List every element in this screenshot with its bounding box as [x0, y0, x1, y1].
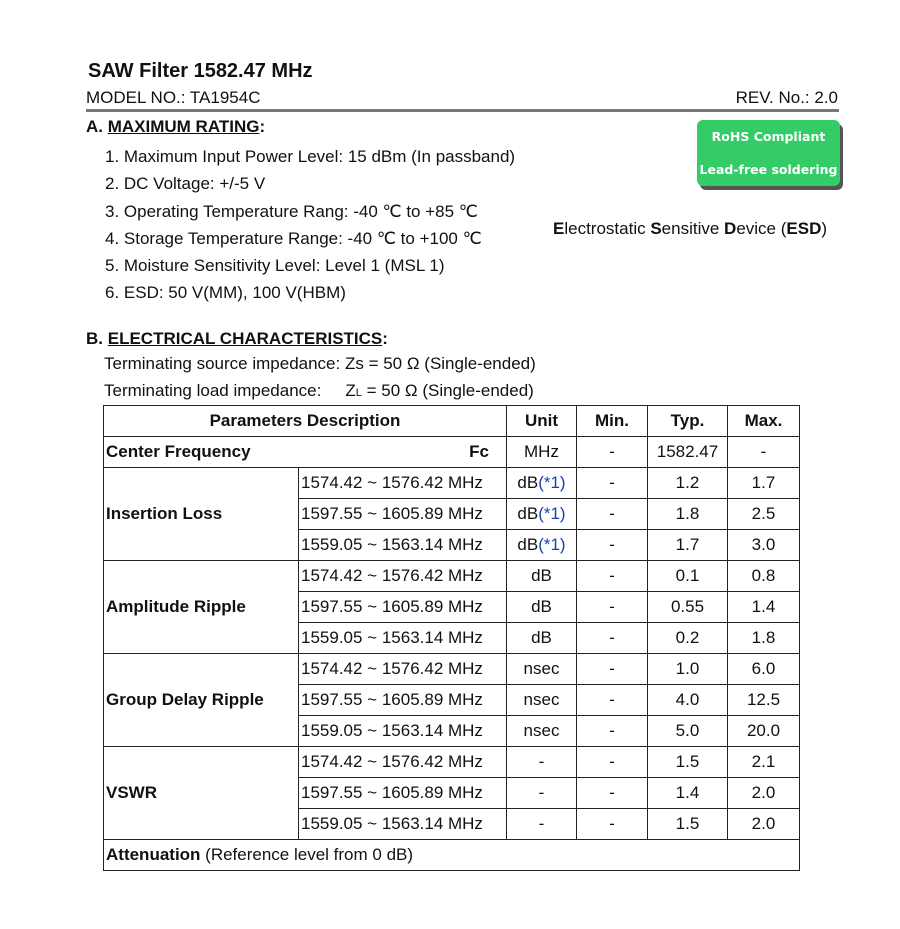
unit-cell — [507, 592, 577, 623]
frequency-range-cell: 1574.42 ~ 1576.42 MHz — [299, 747, 507, 778]
rating-item: 1. Maximum Input Power Level: 15 dBm (In passband) — [105, 147, 516, 166]
footnote-reference: (*1) — [538, 473, 566, 492]
unit-cell — [507, 747, 577, 778]
rating-item: 6. ESD: 50 V(MM), 100 V(HBM) — [105, 283, 346, 303]
table-cell: - — [577, 437, 648, 468]
max-cell: 2.5 — [728, 499, 800, 530]
rohs-badge-line2: Lead-free soldering — [699, 162, 838, 177]
table-cell: 1582.47 — [648, 437, 728, 468]
table-row — [104, 654, 800, 685]
max-cell: 1.7 — [728, 468, 800, 499]
min-cell: - — [577, 592, 648, 623]
footnote-reference: (*1) — [538, 504, 566, 523]
frequency-range-cell: 1597.55 ~ 1605.89 MHz — [299, 778, 507, 809]
frequency-range-cell: 1574.42 ~ 1576.42 MHz — [299, 561, 507, 592]
min-cell: - — [577, 685, 648, 716]
section-b-prefix: B. — [86, 329, 103, 348]
rating-item: 3. Operating Temperature Rang: -40 ℃ to +85 ℃ — [105, 201, 478, 221]
typ-cell: 0.55 — [648, 592, 728, 623]
typ-cell: 1.2 — [648, 468, 728, 499]
unit-cell — [507, 499, 577, 530]
unit-cell — [507, 468, 577, 499]
unit-value: dB — [531, 628, 552, 647]
table-row — [104, 561, 800, 592]
center-frequency-label: Center Frequency — [106, 442, 251, 461]
typ-cell: 0.2 — [648, 623, 728, 654]
esd-letter-e: E — [553, 219, 565, 238]
typ-cell: 1.4 — [648, 778, 728, 809]
unit-cell — [507, 654, 577, 685]
min-cell: - — [577, 623, 648, 654]
group-name-cell: Amplitude Ripple — [104, 561, 299, 654]
revision-number: REV. No.: 2.0 — [735, 88, 838, 107]
load-impedance-value: = 50 Ω (Single-ended) — [361, 381, 534, 400]
rohs-badge — [697, 120, 840, 186]
max-cell: 6.0 — [728, 654, 800, 685]
table-row — [104, 747, 800, 778]
max-cell: 2.0 — [728, 809, 800, 840]
attenuation-cell — [104, 840, 800, 871]
esd-word-2: ensitive — [661, 219, 725, 238]
max-cell: 20.0 — [728, 716, 800, 747]
group-name-cell: Group Delay Ripple — [104, 654, 299, 747]
frequency-range-cell: 1597.55 ~ 1605.89 MHz — [299, 499, 507, 530]
frequency-range-cell: 1559.05 ~ 1563.14 MHz — [299, 716, 507, 747]
min-cell: - — [577, 747, 648, 778]
unit-value: - — [538, 814, 545, 833]
load-impedance — [104, 381, 534, 401]
col-header-min: Min. — [577, 406, 648, 437]
max-cell: 1.4 — [728, 592, 800, 623]
maximum-rating-list — [105, 143, 515, 307]
typ-cell: 1.8 — [648, 499, 728, 530]
typ-cell: 0.1 — [648, 561, 728, 592]
unit-value: dB — [517, 504, 539, 523]
esd-abbr: ESD — [786, 219, 822, 238]
esd-letter-d: D — [724, 219, 737, 238]
typ-cell: 5.0 — [648, 716, 728, 747]
min-cell: - — [577, 468, 648, 499]
section-a-heading — [86, 117, 265, 137]
esd-letter-s: S — [650, 219, 662, 238]
section-b-heading — [86, 329, 388, 349]
unit-value: nsec — [523, 690, 560, 709]
header-divider — [86, 109, 839, 112]
load-impedance-sub: L — [355, 387, 362, 399]
attenuation-label: Attenuation — [106, 845, 201, 864]
frequency-range-cell: 1597.55 ~ 1605.89 MHz — [299, 592, 507, 623]
unit-value: dB — [531, 597, 552, 616]
unit-cell — [507, 778, 577, 809]
esd-close: ) — [821, 219, 828, 238]
section-b-title: ELECTRICAL CHARACTERISTICS — [107, 329, 383, 348]
center-frequency-cell — [104, 437, 507, 468]
max-cell: 2.1 — [728, 747, 800, 778]
frequency-range-cell: 1574.42 ~ 1576.42 MHz — [299, 468, 507, 499]
unit-cell — [507, 685, 577, 716]
rohs-badge-line1: RoHS Compliant — [711, 129, 826, 144]
typ-cell: 1.0 — [648, 654, 728, 685]
table-cell: MHz — [507, 437, 577, 468]
load-impedance-label: Terminating load impedance: — [104, 381, 322, 400]
section-a-title: MAXIMUM RATING — [107, 117, 260, 136]
unit-value: - — [538, 783, 545, 802]
electrical-characteristics-table — [103, 405, 800, 871]
col-header-max: Max. — [728, 406, 800, 437]
typ-cell: 1.5 — [648, 747, 728, 778]
max-cell: 0.8 — [728, 561, 800, 592]
min-cell: - — [577, 716, 648, 747]
load-impedance-z: Z — [345, 381, 356, 400]
typ-cell: 1.5 — [648, 809, 728, 840]
max-cell: 2.0 — [728, 778, 800, 809]
typ-cell: 1.7 — [648, 530, 728, 561]
min-cell: - — [577, 530, 648, 561]
frequency-range-cell: 1559.05 ~ 1563.14 MHz — [299, 809, 507, 840]
unit-cell — [507, 809, 577, 840]
unit-cell — [507, 561, 577, 592]
unit-value: nsec — [523, 659, 560, 678]
min-cell: - — [577, 778, 648, 809]
min-cell: - — [577, 561, 648, 592]
max-cell: 3.0 — [728, 530, 800, 561]
attenuation-note: (Reference level from 0 dB) — [200, 845, 414, 864]
document-title: SAW Filter 1582.47 MHz — [88, 60, 313, 82]
group-name-cell: Insertion Loss — [104, 468, 299, 561]
group-name-cell: VSWR — [104, 747, 299, 840]
table-header-row — [104, 406, 800, 437]
source-impedance: Terminating source impedance: Zs = 50 Ω (Single-ended) — [104, 354, 536, 373]
rating-item: 5. Moisture Sensitivity Level: Level 1 (MSL 1) — [105, 256, 445, 276]
unit-value: nsec — [523, 721, 560, 740]
table-cell: - — [728, 437, 800, 468]
attenuation-row — [104, 840, 800, 871]
table-row — [104, 437, 800, 468]
frequency-range-cell: 1574.42 ~ 1576.42 MHz — [299, 654, 507, 685]
esd-word-1: lectrostatic — [564, 219, 651, 238]
max-cell: 12.5 — [728, 685, 800, 716]
max-cell: 1.8 — [728, 623, 800, 654]
unit-value: dB — [531, 566, 552, 585]
esd-word-3: evice ( — [736, 219, 787, 238]
section-a-prefix: A. — [86, 117, 103, 136]
frequency-range-cell: 1559.05 ~ 1563.14 MHz — [299, 530, 507, 561]
min-cell: - — [577, 809, 648, 840]
col-header-parameters: Parameters Description — [104, 406, 507, 437]
frequency-range-cell: 1559.05 ~ 1563.14 MHz — [299, 623, 507, 654]
section-a-colon: : — [259, 117, 266, 136]
table-row — [104, 468, 800, 499]
unit-cell — [507, 623, 577, 654]
unit-value: dB — [517, 473, 539, 492]
col-header-unit: Unit — [507, 406, 577, 437]
min-cell: - — [577, 654, 648, 685]
unit-value: - — [538, 752, 545, 771]
footnote-reference: (*1) — [538, 535, 566, 554]
unit-cell — [507, 716, 577, 747]
center-frequency-symbol: Fc — [469, 442, 489, 461]
frequency-range-cell: 1597.55 ~ 1605.89 MHz — [299, 685, 507, 716]
unit-cell — [507, 530, 577, 561]
rating-item: 2. DC Voltage: +/-5 V — [105, 174, 266, 194]
col-header-typ: Typ. — [648, 406, 728, 437]
section-b-colon: : — [382, 329, 388, 348]
typ-cell: 4.0 — [648, 685, 728, 716]
model-number: MODEL NO.: TA1954C — [86, 88, 261, 107]
esd-note — [553, 219, 827, 239]
min-cell: - — [577, 499, 648, 530]
rating-item: 4. Storage Temperature Range: -40 ℃ to +100 ℃ — [105, 228, 482, 248]
unit-value: dB — [517, 535, 539, 554]
